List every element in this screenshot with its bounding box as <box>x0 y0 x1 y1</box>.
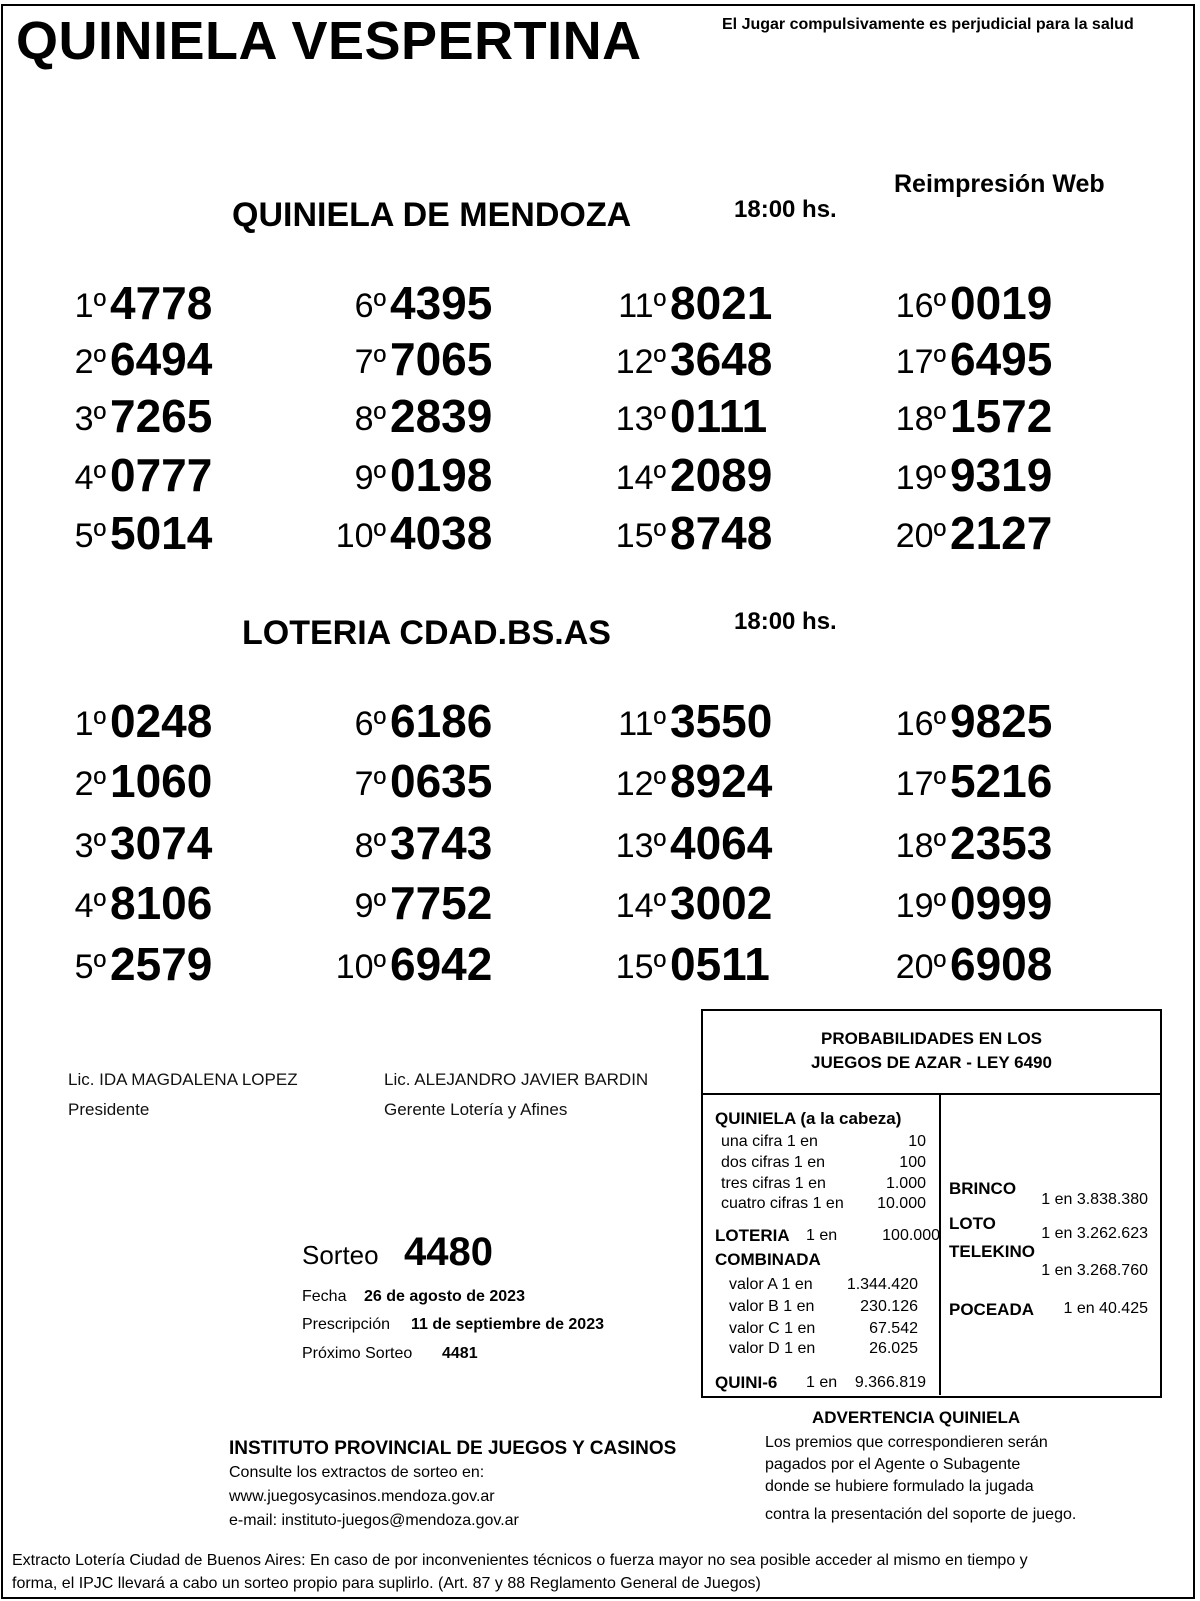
quiniela-odds-value: 10 <box>908 1133 926 1150</box>
result-number: 8106 <box>110 877 213 929</box>
result-position: 14º <box>615 459 666 497</box>
poceada-odds-label: POCEADA <box>949 1300 1035 1319</box>
combinada-odds-value: 26.025 <box>869 1340 918 1357</box>
combinada-odds-value: 67.542 <box>869 1320 918 1337</box>
result-cell <box>56 690 256 750</box>
result-cell <box>896 502 1096 562</box>
institute-consult-text: Consulte los extractos de sorteo en: <box>229 1464 485 1481</box>
result-cell <box>616 933 816 993</box>
result-cell <box>336 272 536 332</box>
result-number: 8021 <box>670 277 773 329</box>
probabilities-title-line2: JUEGOS DE AZAR - LEY 6490 <box>811 1053 1052 1072</box>
result-position: 13º <box>615 400 666 438</box>
result-cell <box>336 444 536 504</box>
bsas-section-title: LOTERIA CDAD.BS.AS <box>242 614 611 652</box>
result-number: 0777 <box>110 449 213 501</box>
result-position: 15º <box>615 517 666 555</box>
result-cell <box>896 328 1096 388</box>
result-position: 7º <box>354 343 386 381</box>
result-cell <box>896 872 1096 932</box>
quiniela-odds-value: 1.000 <box>885 1175 926 1192</box>
proximo-sorteo-label: Próximo Sorteo <box>302 1345 413 1362</box>
result-position: 19º <box>895 459 946 497</box>
result-cell <box>336 750 536 810</box>
result-position: 17º <box>895 765 946 803</box>
result-number: 3550 <box>670 695 773 747</box>
result-position: 16º <box>895 705 946 743</box>
probabilities-title-line1: PROBABILIDADES EN LOS <box>820 1029 1043 1048</box>
result-number: 9825 <box>950 695 1053 747</box>
result-number: 6908 <box>950 938 1053 990</box>
result-position: 8º <box>354 827 386 865</box>
result-cell <box>616 328 816 388</box>
result-number: 3743 <box>390 817 493 869</box>
result-position: 2º <box>74 765 106 803</box>
combinada-odds-value: 1.344.420 <box>846 1276 918 1293</box>
probabilities-divider <box>939 1095 941 1395</box>
result-number: 1572 <box>950 390 1053 442</box>
result-cell <box>616 385 816 445</box>
result-position: 18º <box>895 400 946 438</box>
quiniela-odds-label: dos cifras 1 en <box>721 1154 826 1171</box>
loto-odds-label: LOTO <box>949 1214 996 1233</box>
result-number: 4395 <box>390 277 493 329</box>
result-cell <box>616 272 816 332</box>
result-cell <box>896 933 1096 993</box>
result-position: 17º <box>895 343 946 381</box>
result-cell <box>336 690 536 750</box>
result-number: 2089 <box>670 449 773 501</box>
result-cell <box>616 502 816 562</box>
result-cell <box>56 444 256 504</box>
result-position: 6º <box>354 705 386 743</box>
proximo-sorteo-value: 4481 <box>442 1345 478 1362</box>
result-number: 6186 <box>390 695 493 747</box>
result-cell <box>56 328 256 388</box>
loteria-odds-value: 100.000 <box>882 1227 940 1244</box>
signature-left-name: Lic. IDA MAGDALENA LOPEZ <box>68 1070 298 1089</box>
result-number: 8924 <box>670 755 773 807</box>
result-cell <box>336 933 536 993</box>
result-cell <box>336 328 536 388</box>
result-position: 19º <box>895 887 946 925</box>
result-number: 2353 <box>950 817 1053 869</box>
result-position: 9º <box>354 887 386 925</box>
result-cell <box>336 872 536 932</box>
result-position: 14º <box>615 887 666 925</box>
result-number: 6942 <box>390 938 493 990</box>
telekino-odds-label: TELEKINO <box>949 1242 1035 1261</box>
result-cell <box>56 385 256 445</box>
result-cell <box>56 872 256 932</box>
result-number: 4064 <box>670 817 773 869</box>
result-cell <box>616 812 816 872</box>
result-number: 3002 <box>670 877 773 929</box>
result-position: 8º <box>354 400 386 438</box>
result-cell <box>896 385 1096 445</box>
result-cell <box>896 272 1096 332</box>
result-number: 0198 <box>390 449 493 501</box>
result-position: 9º <box>354 459 386 497</box>
fecha-label: Fecha <box>302 1288 347 1305</box>
combinada-odds-label: valor A 1 en <box>729 1276 813 1293</box>
advertencia-title: ADVERTENCIA QUINIELA <box>812 1408 1021 1427</box>
result-number: 6495 <box>950 333 1053 385</box>
advertencia-line: pagados por el Agente o Subagente <box>765 1456 1021 1473</box>
brinco-odds-label: BRINCO <box>949 1179 1017 1198</box>
loteria-odds-label: LOTERIA <box>715 1226 790 1245</box>
result-number: 4038 <box>390 507 493 559</box>
probabilities-title <box>703 1011 1160 1095</box>
signature-right-role: Gerente Lotería y Afines <box>384 1100 568 1119</box>
brinco-odds-value: 1 en 3.838.380 <box>1041 1191 1148 1208</box>
quiniela-odds-label: tres cifras 1 en <box>721 1175 826 1192</box>
result-position: 3º <box>74 400 106 438</box>
result-cell <box>56 272 256 332</box>
combinada-odds-label: valor D 1 en <box>729 1340 816 1357</box>
result-cell <box>56 750 256 810</box>
result-number: 0111 <box>670 390 768 442</box>
result-position: 12º <box>615 343 666 381</box>
result-position: 20º <box>895 517 946 555</box>
quini6-odds-value: 9.366.819 <box>854 1374 926 1391</box>
institute-website-link[interactable]: www.juegosycasinos.mendoza.gov.ar <box>229 1488 495 1505</box>
page-title: QUINIELA VESPERTINA <box>16 11 642 71</box>
footer-note-line1: Extracto Lotería Ciudad de Buenos Aires: En caso de por inconvenientes técnicos o fuerza mayor no sea posible acceder al mismo en tiempo y <box>12 1552 1028 1569</box>
fecha-value: 26 de agosto de 2023 <box>364 1288 525 1305</box>
result-cell <box>336 385 536 445</box>
result-cell <box>616 444 816 504</box>
sorteo-number: 4480 <box>404 1230 493 1274</box>
result-number: 4778 <box>110 277 213 329</box>
result-number: 5216 <box>950 755 1053 807</box>
result-number: 7065 <box>390 333 493 385</box>
result-position: 18º <box>895 827 946 865</box>
institute-title: INSTITUTO PROVINCIAL DE JUEGOS Y CASINOS <box>229 1438 677 1459</box>
bsas-hour: 18:00 hs. <box>734 608 837 635</box>
combinada-odds-title: COMBINADA <box>715 1250 821 1269</box>
result-number: 0999 <box>950 877 1053 929</box>
result-cell <box>616 690 816 750</box>
result-cell <box>336 502 536 562</box>
result-number: 2579 <box>110 938 213 990</box>
probabilities-box <box>701 1009 1162 1398</box>
result-position: 4º <box>74 887 106 925</box>
result-number: 2839 <box>390 390 493 442</box>
quini6-odds-en: 1 en <box>806 1374 838 1391</box>
advertencia-line: donde se hubiere formulado la jugada <box>765 1478 1034 1495</box>
result-cell <box>56 933 256 993</box>
result-position: 13º <box>615 827 666 865</box>
advertencia-line: contra la presentación del soporte de juego. <box>765 1506 1077 1523</box>
result-position: 1º <box>74 287 106 325</box>
institute-email-link[interactable]: e-mail: instituto-juegos@mendoza.gov.ar <box>229 1512 519 1529</box>
quiniela-odds-label: cuatro cifras 1 en <box>721 1195 844 1212</box>
combinada-odds-label: valor C 1 en <box>729 1320 816 1337</box>
result-number: 0248 <box>110 695 213 747</box>
result-cell <box>56 812 256 872</box>
result-cell <box>56 502 256 562</box>
signature-left-role: Presidente <box>68 1100 150 1119</box>
result-cell <box>616 750 816 810</box>
result-number: 6494 <box>110 333 213 385</box>
result-number: 5014 <box>110 507 213 559</box>
result-number: 7752 <box>390 877 493 929</box>
telekino-odds-value: 1 en 3.268.760 <box>1041 1262 1148 1279</box>
result-number: 0635 <box>390 755 493 807</box>
quiniela-odds-label: una cifra 1 en <box>721 1133 818 1150</box>
result-cell <box>896 750 1096 810</box>
result-position: 3º <box>74 827 106 865</box>
result-position: 11º <box>618 287 666 325</box>
mendoza-section-title: QUINIELA DE MENDOZA <box>232 196 632 234</box>
quiniela-odds-title: QUINIELA (a la cabeza) <box>715 1109 902 1128</box>
combinada-odds-value: 230.126 <box>860 1298 918 1315</box>
prescripcion-value: 11 de septiembre de 2023 <box>411 1316 604 1333</box>
result-number: 3648 <box>670 333 773 385</box>
mendoza-hour: 18:00 hs. <box>734 196 837 223</box>
result-number: 2127 <box>950 507 1053 559</box>
result-position: 12º <box>615 765 666 803</box>
result-cell <box>896 690 1096 750</box>
result-position: 20º <box>895 948 946 986</box>
reprint-label: Reimpresión Web <box>894 170 1105 198</box>
result-position: 11º <box>618 705 666 743</box>
result-position: 2º <box>74 343 106 381</box>
advertencia-line: Los premios que correspondieren serán <box>765 1434 1048 1451</box>
result-number: 0019 <box>950 277 1053 329</box>
quiniela-odds-value: 100 <box>899 1154 926 1171</box>
result-number: 8748 <box>670 507 773 559</box>
result-position: 16º <box>895 287 946 325</box>
quini6-odds-label: QUINI-6 <box>715 1373 778 1392</box>
result-cell <box>336 812 536 872</box>
result-position: 7º <box>354 765 386 803</box>
result-position: 10º <box>335 948 386 986</box>
loto-odds-value: 1 en 3.262.623 <box>1041 1225 1148 1242</box>
result-number: 0511 <box>670 938 770 990</box>
result-number: 9319 <box>950 449 1053 501</box>
sorteo-label: Sorteo <box>302 1240 379 1270</box>
result-position: 6º <box>354 287 386 325</box>
poceada-odds-value: 1 en 40.425 <box>1063 1300 1148 1317</box>
result-cell <box>896 812 1096 872</box>
loteria-odds-en: 1 en <box>806 1227 838 1244</box>
result-number: 3074 <box>110 817 213 869</box>
result-cell <box>616 872 816 932</box>
result-position: 1º <box>74 705 106 743</box>
signature-right-name: Lic. ALEJANDRO JAVIER BARDIN <box>384 1070 649 1089</box>
prescripcion-label: Prescripción <box>302 1316 391 1333</box>
result-position: 15º <box>615 948 666 986</box>
quiniela-odds-value: 10.000 <box>877 1195 926 1212</box>
health-warning: El Jugar compulsivamente es perjudicial para la salud <box>722 16 1134 33</box>
result-position: 5º <box>74 948 106 986</box>
result-cell <box>896 444 1096 504</box>
result-number: 1060 <box>110 755 213 807</box>
result-position: 4º <box>74 459 106 497</box>
result-number: 7265 <box>110 390 213 442</box>
result-position: 5º <box>74 517 106 555</box>
result-position: 10º <box>335 517 386 555</box>
combinada-odds-label: valor B 1 en <box>729 1298 815 1315</box>
footer-note-line2: forma, el IPJC llevará a cabo un sorteo propio para suplirlo. (Art. 87 y 88 Reglamento General de Juegos) <box>12 1575 761 1592</box>
